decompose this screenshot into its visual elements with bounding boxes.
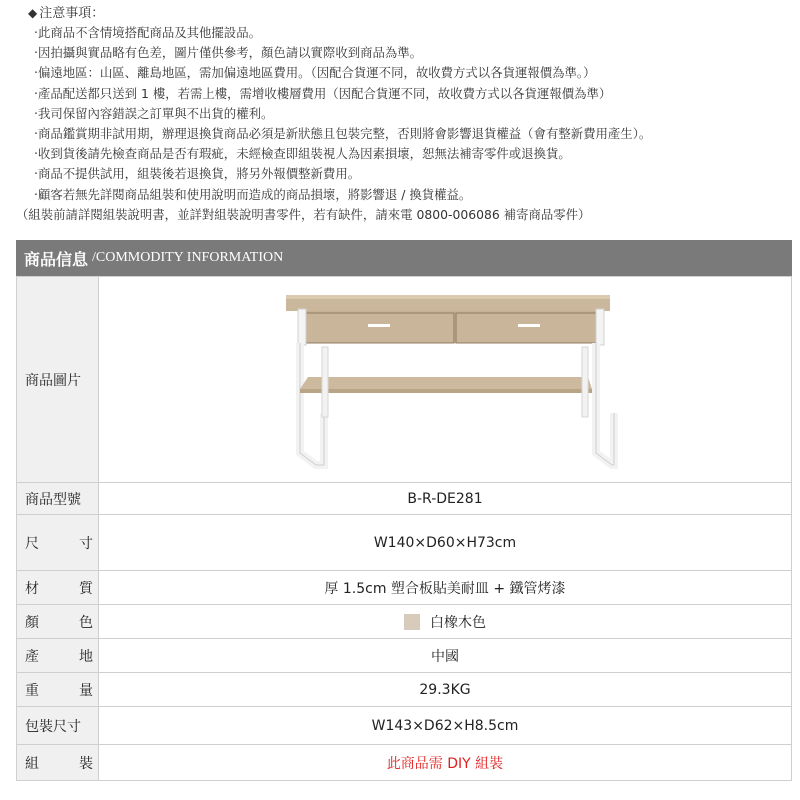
table-row — [17, 639, 792, 673]
section-title-zh: 商品信息 — [24, 249, 89, 269]
table-row — [17, 277, 792, 483]
weight-value: 29.3KG — [99, 673, 792, 707]
material-label-b: 質 — [79, 580, 93, 597]
color-value: 白橡木色 — [430, 614, 486, 631]
model-label: 商品型號 — [17, 483, 99, 515]
size-label — [17, 515, 99, 571]
table-row — [17, 745, 792, 781]
assembly-label-b: 裝 — [79, 755, 93, 772]
notice-item: ‧收到貨後請先檢查商品是否有瑕疵，未經檢查即組裝視人為因素損壞，恕無法補寄零件或退換貨。 — [34, 146, 571, 162]
assembly-value: 此商品需 DIY 組裝 — [99, 745, 792, 781]
size-value: W140×D60×H73cm — [99, 515, 792, 571]
origin-label-a: 產 — [25, 648, 39, 665]
table-row — [17, 515, 792, 571]
diamond-icon: ◆ — [28, 6, 38, 20]
table-row — [17, 571, 792, 605]
table-row — [17, 483, 792, 515]
notice-title — [28, 4, 798, 23]
notice-item: ‧產品配送都只送到 1 樓，若需上樓，需增收樓層費用（因配合貨運不同，故收費方式以各貨運報價為準） — [34, 85, 612, 101]
color-value-cell — [99, 605, 792, 639]
color-label-b: 色 — [79, 614, 93, 631]
package-value: W143×D62×H8.5cm — [99, 707, 792, 745]
material-label-a: 材 — [25, 580, 39, 597]
color-label — [17, 605, 99, 639]
section-title-en: /COMMODITY INFORMATION — [92, 250, 284, 265]
assembly-label-a: 組 — [25, 755, 39, 772]
model-value: B-R-DE281 — [99, 483, 792, 515]
notice-item: ‧此商品不含情境搭配商品及其他擺設品。 — [34, 25, 261, 40]
assembly-label — [17, 745, 99, 781]
table-row — [17, 707, 792, 745]
table-row — [17, 673, 792, 707]
table-row — [17, 605, 792, 639]
material-value: 厚 1.5cm 塑合板貼美耐皿 + 鐵管烤漆 — [99, 571, 792, 605]
notice-list — [28, 23, 798, 205]
spec-table — [16, 276, 792, 781]
assembly-footnote: （組裝前請詳閱組裝說明書，並詳對組裝說明書零件，若有缺件，請來電 0800-006086 補寄商品零件） — [16, 206, 591, 222]
weight-label-a: 重 — [25, 682, 39, 699]
product-image-cell — [99, 277, 792, 483]
color-label-a: 顏 — [25, 614, 39, 631]
commodity-info-header — [16, 240, 792, 276]
notice-item: ‧偏遠地區：山區、離島地區，需加偏遠地區費用。（因配合貨運不同，故收費方式以各貨運報價為準。） — [34, 65, 596, 81]
notice-title-text: 注意事項： — [39, 6, 105, 21]
color-swatch — [404, 614, 420, 630]
notice-item: ‧我司保留內容錯誤之訂單與不出貨的權利。 — [34, 105, 274, 121]
notice-item: ‧因拍攝與實品略有色差，圖片僅供參考，顏色請以實際收到商品為準。 — [34, 45, 423, 61]
package-label: 包裝尺寸 — [17, 707, 99, 745]
size-label-a: 尺 — [25, 535, 39, 552]
origin-value: 中國 — [99, 639, 792, 673]
origin-label-b: 地 — [79, 648, 93, 665]
size-label-b: 寸 — [79, 535, 93, 552]
weight-label-b: 量 — [79, 682, 93, 699]
notice-item: ‧商品鑑賞期非試用期，辦理退換貨商品必須是新狀態且包裝完整，否則將會影響退貨權益（會有整新費用產生）。 — [34, 126, 652, 142]
image-label: 商品圖片 — [17, 277, 99, 483]
material-label — [17, 571, 99, 605]
origin-label — [17, 639, 99, 673]
weight-label — [17, 673, 99, 707]
notice-item: ‧顧客若無先詳閱商品組裝和使用說明而造成的商品損壞，將影響退 / 換貨權益。 — [34, 186, 472, 202]
desk-product-image — [270, 285, 620, 475]
notice-section — [16, 4, 798, 225]
notice-item: ‧商品不提供試用，組裝後若退換貨，將另外報價整新費用。 — [34, 166, 361, 182]
